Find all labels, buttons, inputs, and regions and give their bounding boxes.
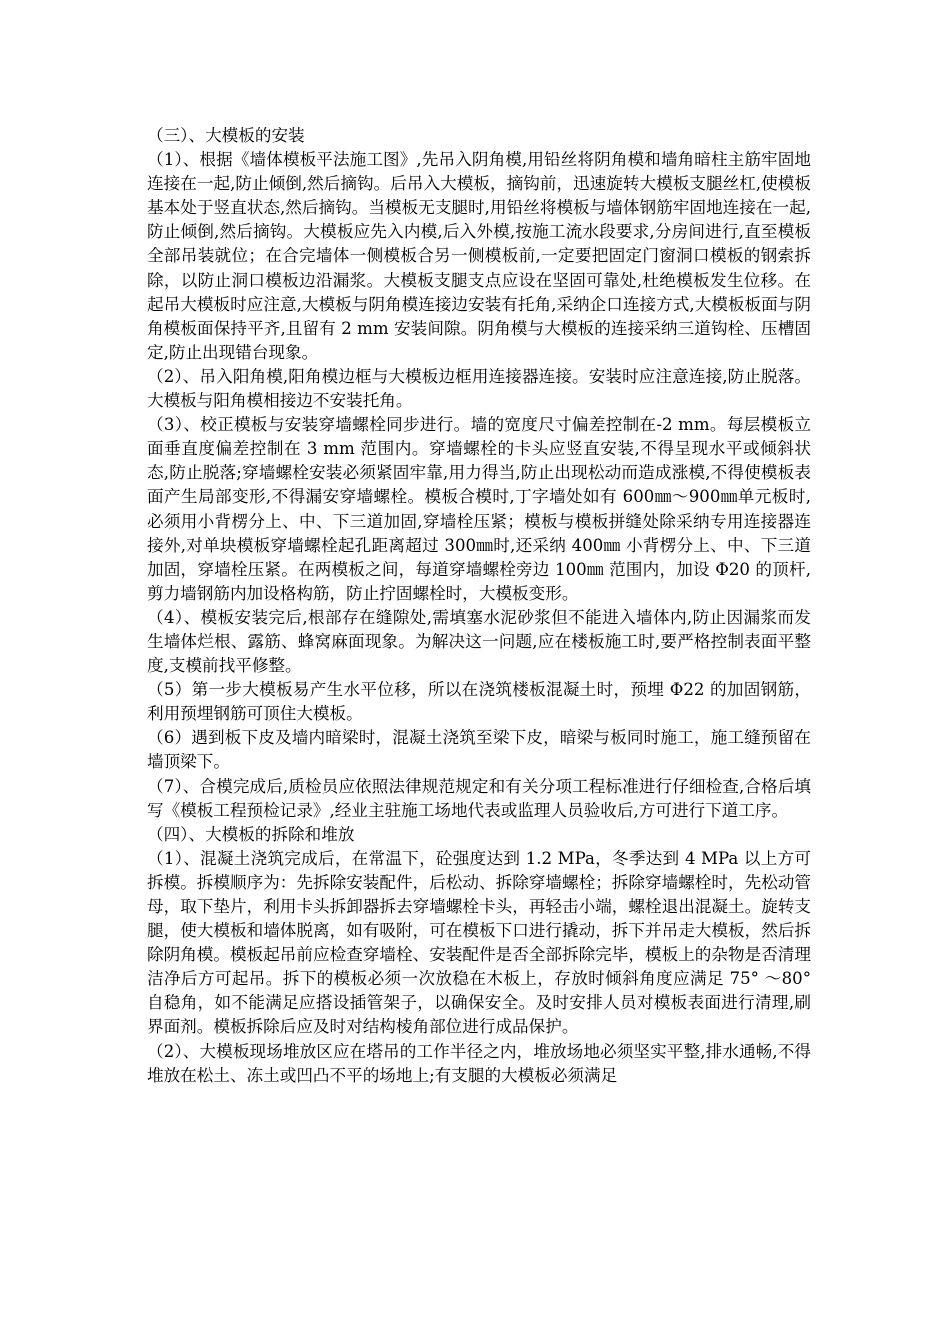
section-heading-installation: （三）、大模板的安装	[147, 126, 305, 145]
paragraph: （6）遇到板下皮及墙内暗梁时，混凝土浇筑至梁下皮，暗梁与板同时施工，施工缝预留在墙顶梁下。	[147, 728, 811, 772]
paragraph: （1）、混凝土浇筑完成后，在常温下，砼强度达到 1.2 MPa，冬季达到 4 MPa 以上方可拆模。拆模顺序为：先拆除安装配件，后松动、拆除穿墙螺栓；拆除穿墙螺栓时，先松动管母，取下垫片，利用卡头拆卸器拆去穿墙螺栓卡头，再轻击小端，螺栓退出混凝土。旋转支腿，使大模板和墙体脱离，如有吸附，可在模板下口进行撬动，拆下并吊走大模板，然后拆除阴角模。模板起吊前应检查穿墙栓、安装配件是否全部拆除完毕，模板上的杂物是否清理洁净后方可起吊。拆下的模板必须一次放稳在木板上，存放时倾斜角度应满足 75° ～80° 自稳角，如不能满足应搭设插管架子，以确保安全。及时安排人员对模板表面进行清理,刷界面剂。模板拆除后应及时对结构棱角部位进行成品保护。	[147, 848, 811, 1037]
paragraph: （4）、模板安装完后,根部存在缝隙处,需填塞水泥砂浆但不能进入墙体内,防止因漏浆而发生墙体烂根、露筋、蜂窝麻面现象。为解决这一问题,应在楼板施工时,要严格控制表面平整度,支模前找平修整。	[147, 607, 811, 676]
section-heading-removal: （四）、大模板的拆除和堆放	[147, 824, 355, 844]
paragraph: （3）、校正模板与安装穿墙螺栓同步进行。墙的宽度尺寸偏差控制在-2 mm。每层模板立面垂直度偏差控制在 3 mm 范围内。穿墙螺栓的卡头应竖直安装,不得呈现水平或倾斜状态,防止脱落;穿墙螺栓安装必须紧固牢靠,用力得当,防止出现松动而造成涨模,不得使模板表面产生局部变形,不得漏安穿墙螺栓。模板合模时,丁字墙处如有 600㎜～900㎜单元板时,必须用小背楞分上、中、下三道加固,穿墙栓压紧；模板与模板拼缝处除采纳专用连接器连接外,对单块模板穿墙螺栓起孔距离超过 300㎜时,还采纳 400㎜ 小背楞分上、中、下三道加固，穿墙栓压紧。在两模板之间，每道穿墙螺栓旁边 100㎜ 范围内，加设 Φ20 的顶杆,剪力墙钢筋内加设格构筋，防止拧固螺栓时，大模板变形。	[147, 415, 811, 603]
paragraph: （5）第一步大模板易产生水平位移，所以在浇筑楼板混凝土时，预埋 Φ22 的加固钢筋，利用预埋钢筋可顶住大模板。	[147, 680, 811, 724]
document-page	[147, 124, 811, 1088]
paragraph: （2）、大模板现场堆放区应在塔吊的工作半径之内，堆放场地必须坚实平整,排水通畅,不得堆放在松土、冻土或凹凸不平的场地上;有支腿的大模板必须满足	[147, 1041, 811, 1085]
paragraph: （2）、吊入阳角模,阳角模边框与大模板边框用连接器连接。安装时应注意连接,防止脱落。大模板与阳角模相接边不安装托角。	[147, 366, 811, 411]
paragraph: （7）、合模完成后,质检员应依照法律规范规定和有关分项工程标准进行仔细检查,合格后填写《模板工程预检记录》,经业主驻施工场地代表或监理人员验收后,方可进行下道工序。	[147, 776, 811, 820]
paragraph: （1）、根据《墙体模板平法施工图》,先吊入阴角模,用铅丝将阴角模和墙角暗柱主筋牢固地连接在一起,防止倾倒,然后摘钩。后吊入大模板，摘钩前，迅速旋转大模板支腿丝杠,使模板基本处于竖直状态,然后摘钩。当模板无支腿时,用铅丝将模板与墙体钢筋牢固地连接在一起,防止倾倒,然后摘钩。大模板应先入内模,后入外模,按施工流水段要求,分房间进行,直至模板全部吊装就位；在合完墙体一侧模板合另一侧模板前,一定要把固定门窗洞口模板的钢索拆除，以防止洞口模板边沿漏浆。大模板支腿支点应设在坚固可靠处,杜绝模板发生位移。在起吊大模板时应注意,大模板与阴角模连接边安装有托角,采纳企口连接方式,大模板板面与阴角模板面保持平齐,且留有 2 mm 安装间隙。阴角模与大模板的连接采纳三道钩栓、压槽固定,防止出现错台现象。	[147, 150, 811, 362]
